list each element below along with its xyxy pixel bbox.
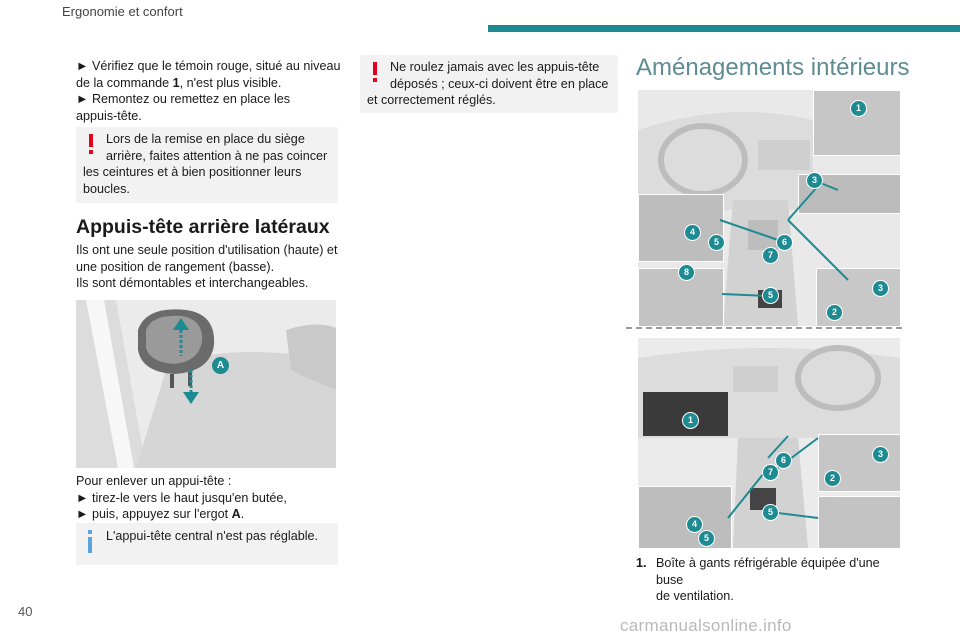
callout-5b: 5	[698, 530, 715, 547]
headrest-illustration	[76, 300, 336, 468]
headrest-drawing	[76, 300, 336, 468]
warning-line-2: arrière, faites attention à ne pas coincer	[106, 148, 328, 163]
info-text: L'appui-tête central n'est pas réglable.	[106, 529, 319, 543]
remove-intro: Pour enlever un appui-tête :	[76, 474, 232, 488]
warning2-line-3: et correctement réglés.	[367, 93, 496, 107]
intro-bullets	[76, 58, 344, 124]
exclamation-icon	[370, 61, 380, 83]
interior-figure-2	[638, 338, 900, 548]
text-fragment: ► puis, appuyez sur l'ergot	[76, 507, 232, 521]
legend-number: 1.	[636, 556, 647, 570]
control-ref: 1	[172, 75, 180, 90]
warning-line-1: Lors de la remise en place du siège	[106, 132, 305, 146]
page-number: 40	[18, 604, 33, 619]
remove-instructions	[76, 473, 344, 523]
callout-8: 8	[678, 264, 695, 281]
bullet-2-line-2: appuis-tête.	[76, 108, 142, 123]
callout-A: A	[212, 357, 229, 374]
callout-2: 2	[826, 304, 843, 321]
warning-box-driving	[360, 55, 618, 113]
callout-3b: 3	[872, 280, 889, 297]
section-heading-rear-headrests: Appuis-tête arrière latéraux	[76, 216, 330, 238]
bullet-1-line-2	[76, 75, 344, 92]
bullet-1-line-1: ► Vérifiez que le témoin rouge, situé au niveau	[76, 59, 341, 73]
warning2-line-2: déposés ; ceux-ci doivent être en place	[390, 76, 609, 91]
callout-4: 4	[684, 224, 701, 241]
label-ref: A	[231, 507, 241, 521]
header-accent-bar	[488, 25, 960, 32]
warning-box-seat	[76, 127, 338, 203]
remove-step-1: ► tirez-le vers le haut jusqu'en butée,	[76, 490, 287, 505]
callout-3: 3	[872, 446, 889, 463]
watermark: carmanualsonline.info	[620, 616, 792, 635]
callout-1: 1	[682, 412, 699, 429]
section-body	[76, 242, 344, 292]
callout-1: 1	[850, 100, 867, 117]
callout-7: 7	[762, 464, 779, 481]
legend-line-2: de ventilation.	[656, 589, 734, 603]
callout-5: 5	[708, 234, 725, 251]
section-line-2: une position de rangement (basse).	[76, 259, 275, 274]
text-fragment: .	[240, 507, 245, 521]
legend-line-1: Boîte à gants réfrigérable équipée d'une buse	[656, 556, 880, 587]
callout-5: 5	[762, 504, 779, 521]
callout-5b: 5	[762, 287, 779, 304]
figure-separator	[626, 327, 902, 329]
bullet-2-line-1: ► Remontez ou remettez en place les	[76, 92, 291, 106]
callout-6: 6	[776, 234, 793, 251]
callout-4: 4	[686, 516, 703, 533]
section-line-1: Ils ont une seule position d'utilisation (haute) et	[76, 243, 338, 257]
warning2-line-1: Ne roulez jamais avec les appuis-tête	[390, 60, 600, 74]
callout-6: 6	[775, 452, 792, 469]
callout-2: 2	[824, 470, 841, 487]
text-fragment: , n'est plus visible.	[179, 75, 282, 90]
text-fragment: de la commande	[76, 75, 173, 90]
warning-line-4: boucles.	[83, 181, 130, 196]
running-header: Ergonomie et confort	[62, 4, 183, 19]
page-title: Aménagements intérieurs	[636, 54, 910, 81]
info-box-central-headrest	[76, 523, 338, 565]
interior-figure-1	[638, 90, 900, 326]
warning-line-3: les ceintures et à bien positionner leurs	[83, 165, 302, 179]
info-icon	[85, 530, 95, 554]
callout-7: 7	[762, 247, 779, 264]
callout-3: 3	[806, 172, 823, 189]
remove-step-2	[76, 506, 344, 523]
legend-text	[656, 555, 908, 605]
section-line-3: Ils sont démontables et interchangeables.	[76, 276, 309, 290]
exclamation-icon	[86, 133, 96, 155]
